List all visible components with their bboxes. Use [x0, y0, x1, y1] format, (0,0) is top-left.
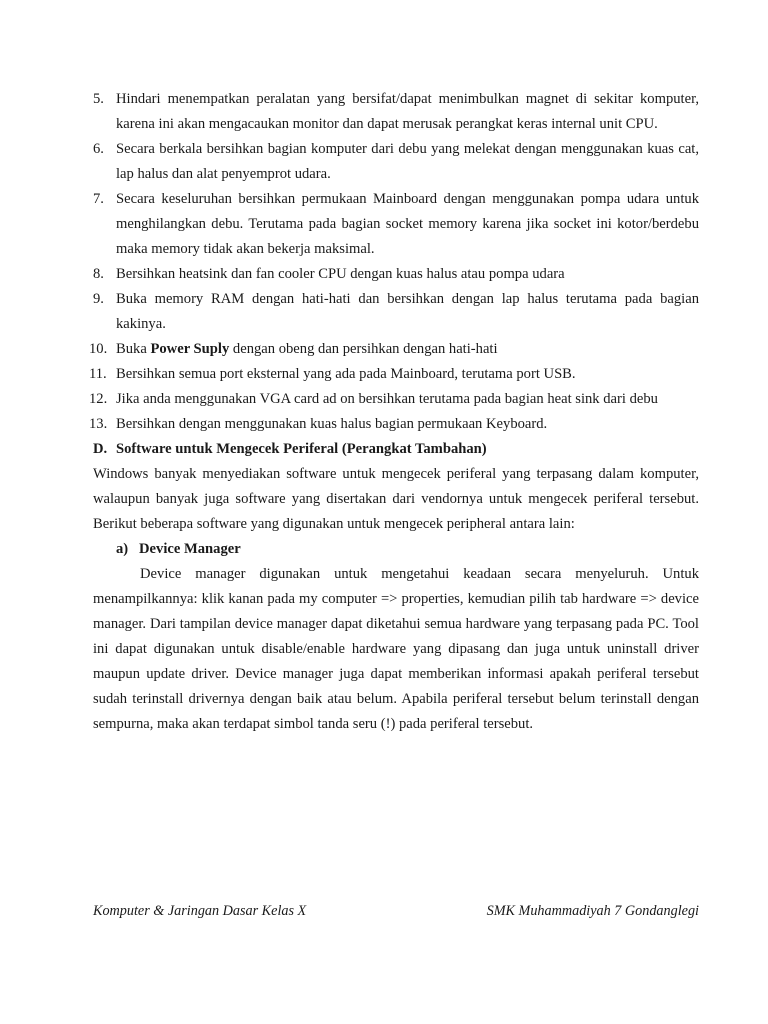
- section-d: [93, 437, 699, 737]
- subsection-paragraph: Device manager digunakan untuk mengetahui keadaan secara menyeluruh. Untuk menampilkannya: klik kanan pada my computer => properties, kemudian pilih tab hardware => device manager. Dari tampilan device manager dapat diketahui semua hardware yang terpasang pada PC. Tool ini dapat digunakan untuk disable/enable hardware yang dipasang dan juga untuk uninstall driver maupun update driver. Device manager juga dapat memberikan informasi apakah periferal tersebut sudah terinstall drivernya dengan baik atau belum. Apabila periferal tersebut belum terinstall dengan sempurna, maka akan terdapat simbol tanda seru (!) pada periferal tersebut.: [93, 566, 699, 732]
- maintenance-steps-list: [89, 87, 699, 437]
- list-item-text: Jika anda menggunakan VGA card ad on bersihkan terutama pada bagian heat sink dari debu: [116, 391, 658, 407]
- list-item-text: Secara keseluruhan bersihkan permukaan Mainboard dengan menggunakan pompa udara untuk menghilangkan debu. Terutama pada bagian socket memory karena jika socket ini kotor/berdebu maka memory tidak akan bekerja maksimal.: [116, 191, 699, 257]
- list-item-bold-term: Power Suply: [150, 341, 230, 357]
- footer-course-title: Komputer & Jaringan Dasar Kelas X: [93, 903, 307, 919]
- list-item-number: 8.: [93, 266, 104, 282]
- section-letter: D.: [93, 441, 108, 457]
- list-item: [89, 362, 699, 387]
- section-title: Software untuk Mengecek Periferal (Perangkat Tambahan): [116, 441, 487, 457]
- list-item: [93, 187, 699, 262]
- list-item-number: 13.: [89, 416, 108, 432]
- list-item-text: Buka memory RAM dengan hati-hati dan bersihkan dengan lap halus terutama pada bagian kakinya.: [116, 291, 699, 332]
- list-item-number: 9.: [93, 291, 104, 307]
- list-item: [89, 412, 699, 437]
- list-item: [89, 337, 699, 362]
- list-item-number: 10.: [89, 341, 108, 357]
- section-heading: [93, 437, 699, 462]
- list-item: [89, 387, 699, 412]
- list-item-text-suffix: dengan obeng dan persihkan dengan hati-hati: [229, 341, 498, 357]
- list-item-text-prefix: Buka: [116, 341, 151, 357]
- list-item-number: 6.: [93, 141, 104, 157]
- list-item-text: Secara berkala bersihkan bagian komputer dari debu yang melekat dengan menggunakan kuas cat, lap halus dan alat penyemprot udara.: [116, 141, 699, 182]
- list-item-number: 5.: [93, 91, 104, 107]
- list-item-text: Bersihkan semua port eksternal yang ada pada Mainboard, terutama port USB.: [116, 366, 576, 382]
- subsection-title: Device Manager: [139, 541, 241, 557]
- list-item-number: 11.: [89, 366, 107, 382]
- list-item-text: Bersihkan heatsink dan fan cooler CPU dengan kuas halus atau pompa udara: [116, 266, 565, 282]
- list-item: [93, 87, 699, 137]
- section-paragraph: Windows banyak menyediakan software untuk mengecek periferal yang terpasang dalam komputer, walaupun banyak juga software yang disertakan dari vendornya untuk mengecek periferal tersebut. Berikut beberapa software yang digunakan untuk mengecek peripheral antara lain:: [93, 466, 699, 532]
- list-item-text: Hindari menempatkan peralatan yang bersifat/dapat menimbulkan magnet di sekitar komputer, karena ini akan mengacaukan monitor dan dapat merusak perangkat keras internal unit CPU.: [116, 91, 699, 132]
- subsection-letter: a): [116, 541, 129, 557]
- list-item-number: 12.: [89, 391, 108, 407]
- subsection-heading: [93, 537, 699, 562]
- list-item-number: 7.: [93, 191, 104, 207]
- list-item: [93, 137, 699, 187]
- list-item-text: Bersihkan dengan menggunakan kuas halus bagian permukaan Keyboard.: [116, 416, 548, 432]
- list-item: [93, 287, 699, 337]
- list-item: [93, 262, 699, 287]
- footer-school-name: SMK Muhammadiyah 7 Gondanglegi: [486, 903, 699, 919]
